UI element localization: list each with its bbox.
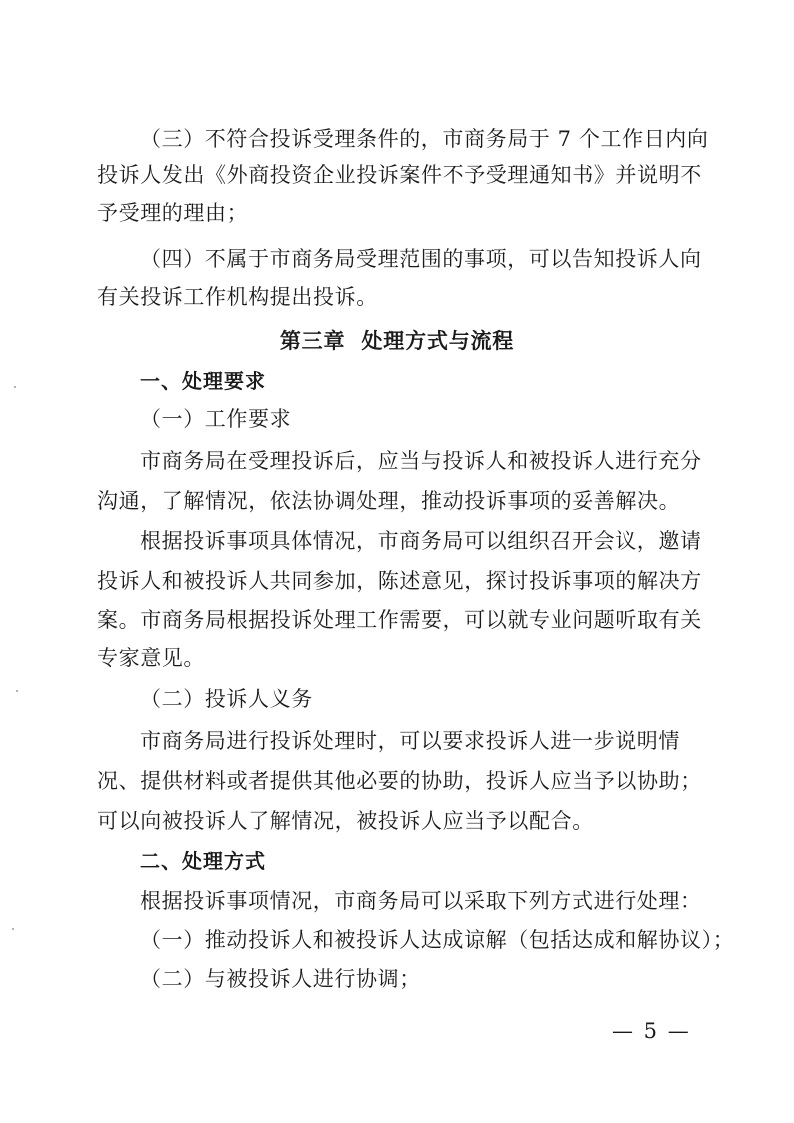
list-item: （一）推动投诉人和被投诉人达成谅解（包括达成和解协议）；: [140, 928, 735, 952]
chapter-heading: 第三章 处理方式与流程: [279, 329, 515, 353]
paragraph-line: （三）不符合投诉受理条件的，市商务局于 7 个工作日内向: [140, 127, 709, 151]
section-heading: 二、处理方式: [140, 849, 266, 873]
paragraph-line: 市商务局进行投诉处理时，可以要求投诉人进一步说明情: [140, 729, 680, 753]
paragraph-line: 市商务局在受理投诉后，应当与投诉人和被投诉人进行充分: [140, 449, 702, 473]
scan-speck: [14, 386, 16, 388]
paragraph-line: （四）不属于市商务局受理范围的事项，可以告知投诉人向: [140, 247, 702, 271]
paragraph-line: 况、提供材料或者提供其他必要的协助，投诉人应当予以协助；: [97, 769, 702, 793]
paragraph-line: 根据投诉事项情况，市商务局可以采取下列方式进行处理：: [140, 889, 702, 913]
page-number: — 5 —: [612, 1019, 691, 1043]
paragraph-line: 投诉人发出《外商投资企业投诉案件不予受理通知书》并说明不: [97, 163, 702, 187]
paragraph-line: 有关投诉工作机构提出投诉。: [97, 285, 378, 309]
scan-speck: [12, 928, 14, 930]
list-item: （二）与被投诉人进行协调；: [140, 967, 421, 991]
paragraph-line: 予受理的理由；: [97, 201, 249, 225]
paragraph-line: 投诉人和被投诉人共同参加，陈述意见，探讨投诉事项的解决方: [97, 569, 702, 593]
paragraph-line: 可以向被投诉人了解情况，被投诉人应当予以配合。: [97, 809, 594, 833]
paragraph-line: 根据投诉事项具体情况，市商务局可以组织召开会议，邀请: [140, 529, 702, 553]
section-heading: 一、处理要求: [140, 369, 266, 393]
scan-speck: [16, 690, 18, 692]
paragraph-line: 沟通，了解情况，依法协调处理，推动投诉事项的妥善解决。: [97, 489, 681, 513]
paragraph-line: 专家意见。: [97, 646, 205, 670]
subsection-heading: （一）工作要求: [140, 407, 292, 431]
subsection-heading: （二）投诉人义务: [140, 687, 313, 711]
paragraph-line: 案。市商务局根据投诉处理工作需要，可以就专业问题听取有关: [97, 608, 702, 632]
